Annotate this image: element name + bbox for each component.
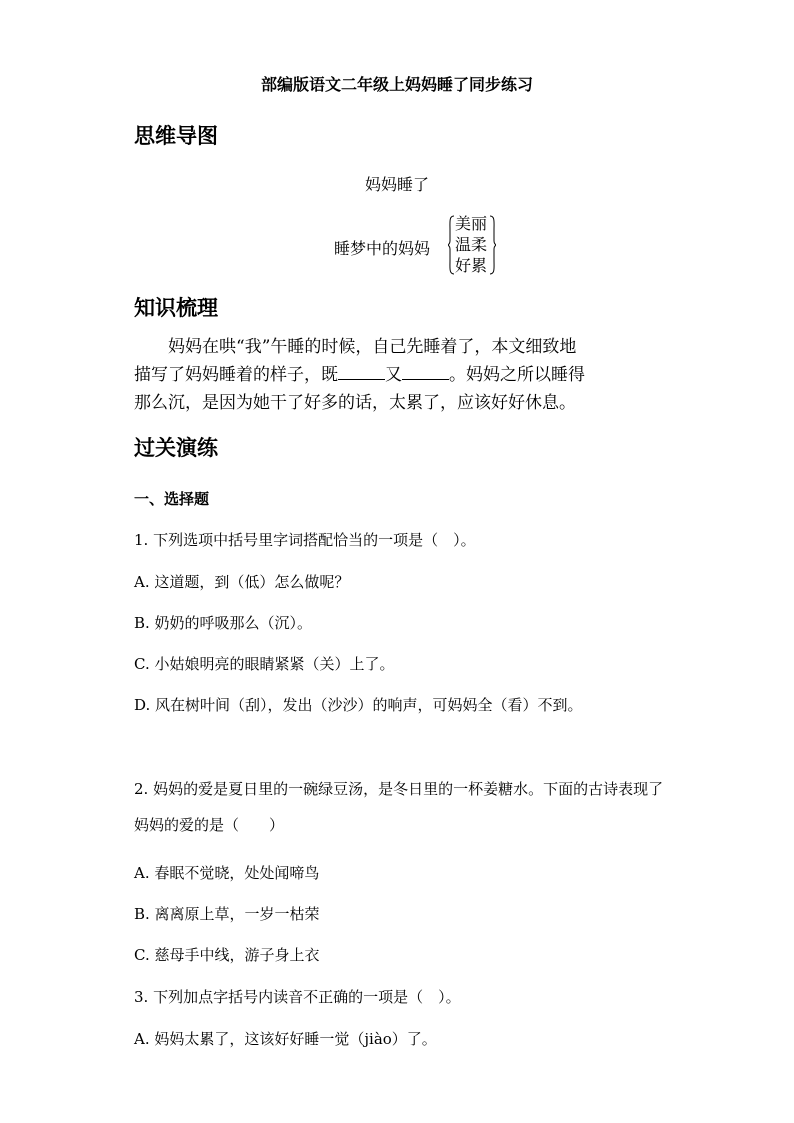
mind-map-leaf: 好累 xyxy=(455,256,488,275)
option-1d[interactable]: D. 风在树叶间（刮），发出（沙沙）的响声，可妈妈全（看）不到。 xyxy=(134,696,583,714)
section-heading-mind-map: 思维导图 xyxy=(134,124,218,148)
knowledge-paragraph-line xyxy=(134,362,585,389)
section-heading-practice: 过关演练 xyxy=(134,436,218,460)
knowledge-text: 描写了妈妈睡着的样子，既 xyxy=(134,365,338,385)
option-2b[interactable]: B. 离离原上草，一岁一枯荣 xyxy=(134,905,320,923)
mind-map-branch: 睡梦中的妈妈 xyxy=(334,239,431,258)
question-1: 1. 下列选项中括号里字词搭配恰当的一项是（ ）。 xyxy=(134,531,476,549)
mind-map-leaf: 美丽 xyxy=(455,214,488,233)
section-heading-knowledge: 知识梳理 xyxy=(134,296,218,320)
question-2: 2. 妈妈的爱是夏日里的一碗绿豆汤，是冬日里的一杯姜糖水。下面的古诗表现了妈妈的爱的是（ ） xyxy=(134,780,664,834)
option-1a[interactable]: A. 这道题，到（低）怎么做呢？ xyxy=(134,573,350,591)
option-1c[interactable]: C. 小姑娘明亮的眼睛紧紧（关）上了。 xyxy=(134,655,395,673)
knowledge-text: 又 xyxy=(385,365,402,385)
fill-blank[interactable] xyxy=(402,365,449,380)
fill-blank[interactable] xyxy=(338,365,385,380)
document-title: 部编版语文二年级上妈妈睡了同步练习 xyxy=(260,75,533,94)
mind-map-leaf: 温柔 xyxy=(455,235,488,254)
option-1b[interactable]: B. 奶奶的呼吸那么（沉）。 xyxy=(134,614,313,632)
mind-map-root: 妈妈睡了 xyxy=(364,175,429,194)
option-2c[interactable]: C. 慈母手中线，游子身上衣 xyxy=(134,946,320,964)
knowledge-paragraph-line: 妈妈在哄“我”午睡的时候，自己先睡着了，本文细致地 xyxy=(168,337,577,357)
knowledge-text: 。妈妈之所以睡得 xyxy=(449,365,585,385)
question-3: 3. 下列加点字括号内读音不正确的一项是（ ）。 xyxy=(134,988,461,1006)
question-group-heading: 一、选择题 xyxy=(134,490,210,508)
option-2a[interactable]: A. 春眠不觉晓，处处闻啼鸟 xyxy=(134,864,320,882)
option-3a[interactable]: A. 妈妈太累了，这该好好睡一觉（jiào）了。 xyxy=(134,1030,437,1048)
knowledge-paragraph-line: 那么沉，是因为她干了好多的话，太累了，应该好好休息。 xyxy=(134,393,576,413)
